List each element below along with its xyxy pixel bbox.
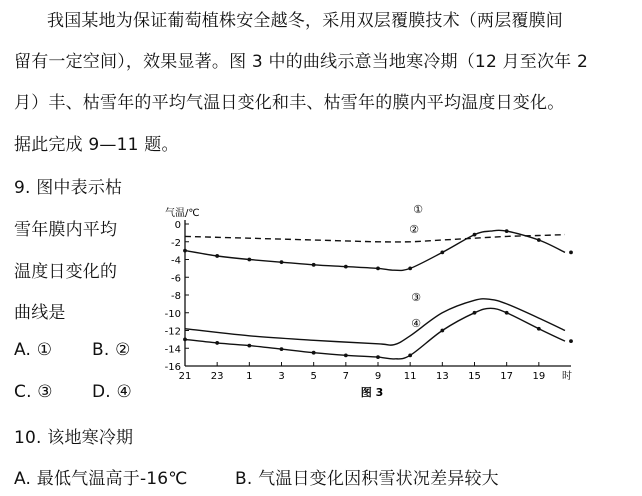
- series-label-4: ④: [411, 317, 421, 330]
- series-2-point: [247, 258, 251, 262]
- x-tick-label: 15: [468, 371, 481, 382]
- series-4-point: [408, 353, 412, 357]
- q9-option-d-text: ④: [116, 382, 132, 402]
- passage-line-4: 据此完成 9—11 题。: [14, 135, 179, 155]
- q9-option-c-letter: C.: [14, 382, 32, 402]
- passage-line-3: 月）丰、枯雪年的平均气温日变化和丰、枯雪年的膜内平均温度日变化。: [14, 93, 565, 113]
- series-line-1: [185, 235, 565, 242]
- q10-option-a[interactable]: A. 最低气温高于-16℃: [14, 469, 188, 489]
- y-tick-label: -4: [171, 255, 181, 267]
- y-axis-label: 气温/℃: [165, 208, 200, 219]
- y-tick-label: 0: [174, 220, 181, 231]
- series-line-4: [185, 308, 565, 359]
- series-2-point: [569, 251, 573, 255]
- q9-stem-line-3: 温度日变化的: [14, 262, 118, 282]
- q9-option-c[interactable]: [14, 382, 53, 402]
- q10-option-b[interactable]: B. 气温日变化因积雪状况差异较大: [235, 469, 499, 489]
- q10-stem: 10. 该地寒冷期: [14, 428, 134, 448]
- series-2-point: [280, 260, 284, 264]
- series-2-point: [344, 265, 348, 269]
- y-tick-label: -10: [164, 308, 181, 320]
- series-2-point: [537, 238, 541, 242]
- series-4-point: [312, 351, 316, 355]
- series-2-point: [215, 254, 219, 258]
- x-tick-label: 13: [435, 371, 449, 382]
- series-4-point: [505, 311, 509, 315]
- series-2-point: [408, 266, 412, 270]
- series-4-point: [215, 341, 219, 345]
- q9-stem-line-2: 雪年膜内平均: [14, 220, 118, 240]
- series-4-point: [344, 353, 348, 357]
- series-label-1: ①: [413, 203, 423, 216]
- x-tick-label: 17: [500, 371, 514, 382]
- series-label-2: ②: [409, 223, 419, 236]
- y-tick-label: -12: [164, 326, 181, 338]
- x-tick-label: 9: [374, 371, 382, 382]
- series-2-point: [505, 229, 509, 233]
- series-4-point: [569, 339, 573, 343]
- passage-line-2: 留有一定空间），效果显著。图 3 中的曲线示意当地寒冷期（12 月至次年 2: [14, 52, 588, 72]
- series-4-point: [183, 337, 187, 341]
- y-tick-label: -6: [171, 273, 181, 285]
- series-label-3: ③: [411, 291, 421, 304]
- series-4-point: [280, 347, 284, 351]
- series-4-point: [440, 329, 444, 333]
- x-tick-label: 3: [278, 371, 285, 382]
- series-4-point: [537, 327, 541, 331]
- series-2-point: [183, 249, 187, 253]
- y-tick-label: -16: [164, 362, 181, 373]
- q9-stem-line-4: 曲线是: [14, 303, 66, 323]
- q9-option-c-text: ③: [37, 382, 53, 402]
- x-tick-label: 21: [178, 371, 192, 382]
- chart-caption: 图 3: [360, 386, 384, 399]
- series-4-point: [376, 355, 380, 359]
- q9-option-a-letter: A.: [14, 340, 32, 360]
- y-tick-label: -14: [164, 344, 181, 356]
- q9-option-b-letter: B.: [92, 340, 110, 360]
- x-axis-unit-label: 时: [562, 371, 572, 382]
- passage-line-1: 我国某地为保证葡萄植株安全越冬，采用双层覆膜技术（两层覆膜间: [47, 11, 563, 31]
- x-tick-label: 19: [532, 371, 546, 382]
- q9-option-b[interactable]: [92, 340, 131, 360]
- q9-option-a-text: ①: [36, 340, 53, 360]
- y-tick-label: -2: [171, 237, 181, 249]
- x-tick-label: 7: [342, 371, 350, 382]
- series-2-point: [376, 266, 380, 270]
- series-2-point: [440, 251, 444, 255]
- x-tick-label: 11: [403, 371, 417, 382]
- series-2-point: [473, 233, 477, 237]
- series-4-point: [247, 344, 251, 348]
- x-tick-label: 23: [210, 371, 224, 382]
- q9-option-d-letter: D.: [92, 382, 111, 402]
- q9-option-a[interactable]: [14, 340, 52, 360]
- q9-option-d[interactable]: [92, 382, 132, 402]
- x-tick-label: 1: [246, 371, 253, 382]
- y-tick-label: -8: [171, 291, 181, 302]
- series-2-point: [312, 263, 316, 267]
- q9-stem-line-1: 9. 图中表示枯: [14, 178, 123, 198]
- temperature-chart: [160, 200, 580, 400]
- series-4-point: [473, 311, 477, 315]
- series-line-3: [185, 299, 565, 345]
- q9-option-b-text: ②: [115, 340, 131, 360]
- x-tick-label: 5: [310, 371, 317, 382]
